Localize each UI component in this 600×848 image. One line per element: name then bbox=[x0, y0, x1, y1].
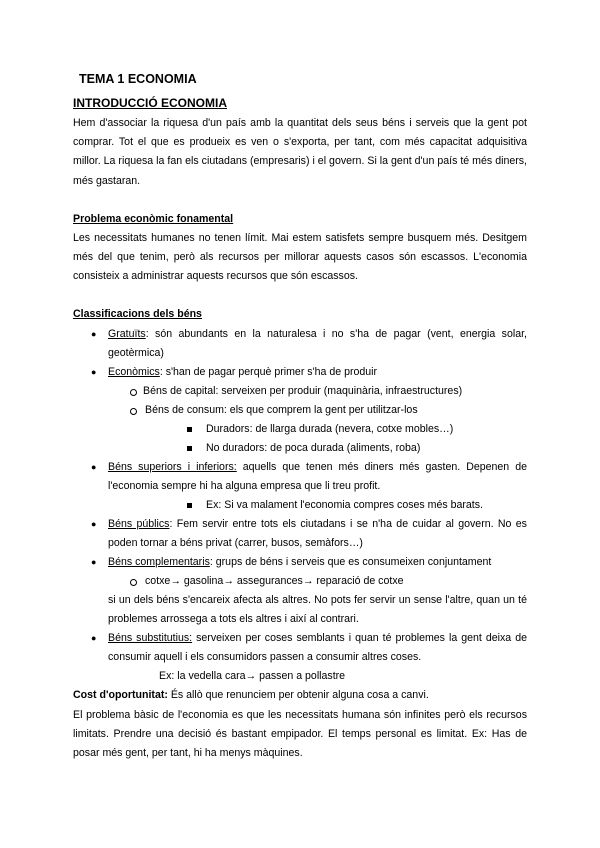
square-bullet-icon bbox=[187, 427, 192, 432]
circle-bullet-icon bbox=[130, 408, 137, 415]
list-item-no-duradors: No duradors: de poca durada (aliments, roba) bbox=[206, 442, 421, 454]
substitutius-example: Ex: la vedella cara→ passen a pollastre bbox=[159, 670, 346, 682]
list-item-consum: Béns de consum: els que comprem la gent per utilitzar-los bbox=[145, 404, 418, 416]
intro-paragraph: Hem d'associar la riquesa d'un país amb la quantitat dels seus béns i serveis que la gent pot comprar. Tot el que es produeix es ven o s'exporta, per tant, com més capacitat adquisitiva millor. La riquesa la fan els ciutadans (empresaris) i el govern. Si la gent d'un país té més diners, més gastaran. bbox=[73, 117, 527, 187]
intro-heading: INTRODUCCIÓ ECONOMIA bbox=[73, 96, 227, 110]
bullet-icon: ● bbox=[91, 462, 97, 472]
list-item-economics bbox=[108, 363, 527, 382]
circle-bullet-icon bbox=[130, 579, 137, 586]
bullet-icon: ● bbox=[91, 367, 97, 377]
list-item-gratuits bbox=[108, 325, 527, 363]
complementaris-chain: cotxe→ gasolina→ assegurances→ reparació de cotxe bbox=[145, 575, 404, 587]
square-bullet-icon bbox=[187, 503, 192, 508]
cost-text: És allò que renunciem per obtenir alguna cosa a canvi. bbox=[167, 689, 429, 701]
document-title: TEMA 1 ECONOMIA bbox=[79, 72, 197, 86]
list-item-complementaris bbox=[108, 553, 527, 572]
list-item-publics bbox=[108, 515, 527, 553]
circle-bullet-icon bbox=[130, 389, 137, 396]
economics-text: : s'han de pagar perquè primer s'ha de produir bbox=[159, 366, 378, 378]
superiors-example: Ex: Si va malament l'economia compres coses més barats. bbox=[206, 499, 483, 511]
classificacions-heading: Classificacions dels béns bbox=[73, 308, 202, 320]
superiors-text: aquells que tenen més diners més gasten. Depenen de l'economia sempre hi ha alguna empresa que li treu profit. bbox=[108, 461, 527, 492]
bullet-icon: ● bbox=[91, 633, 97, 643]
publics-text: : Fem servir entre tots els ciutadans i se n'ha de cuidar al govern. No es poden tornar a béns privat (carrer, busos, semàfors…) bbox=[108, 518, 527, 549]
square-bullet-icon bbox=[187, 446, 192, 451]
substitutius-term: Béns substitutius: bbox=[108, 632, 193, 644]
bullet-icon: ● bbox=[91, 557, 97, 567]
list-item-superiors bbox=[108, 458, 527, 496]
substitutius-text: serveixen per coses semblants i quan té problemes la gent deixa de consumir aquell i els consumidors passen a consumir altres coses. bbox=[108, 632, 527, 663]
gratuits-term: Gratuïts bbox=[108, 328, 146, 340]
complementaris-after: si un dels béns s'encareix afecta als altres. No pots fer servir un sense l'altre, quan un té problemes arrossega a tots els altres i així al contrari. bbox=[108, 594, 527, 625]
cost-paragraph: El problema bàsic de l'economia es que les necessitats humana són infinites però els recursos limitats. Prendre una decisió és bastant empipador. El temps personal es limitat. Ex: Has de posar més gent, per tant, hi ha menys màquines. bbox=[73, 709, 527, 759]
complementaris-text: : grups de béns i serveis que es consumeixen conjuntament bbox=[209, 556, 492, 568]
superiors-term: Béns superiors i inferiors: bbox=[108, 461, 237, 473]
list-item-capital: Béns de capital: serveixen per produir (maquinària, infraestructures) bbox=[143, 385, 463, 397]
complementaris-term: Béns complementaris bbox=[108, 556, 210, 568]
publics-term: Béns públics bbox=[108, 518, 170, 530]
list-item-duradors: Duradors: de llarga durada (nevera, cotxe mobles…) bbox=[206, 423, 454, 435]
gratuits-text: : són abundants en la naturalesa i no s'ha de pagar (vent, energia solar, geotèrmica) bbox=[108, 328, 527, 359]
problema-paragraph: Les necessitats humanes no tenen límit. Mai estem satisfets sempre busquem més. Desitgem més del que tenim, però als recursos per millorar aquests casos són escassos. L'economia consisteix a administrar aquests recursos que són escassos. bbox=[73, 232, 527, 283]
bullet-icon: ● bbox=[91, 519, 97, 529]
list-item-substitutius bbox=[108, 629, 527, 667]
bullet-icon: ● bbox=[91, 329, 97, 339]
economics-term: Econòmics bbox=[108, 366, 160, 378]
cost-line bbox=[73, 686, 429, 705]
problema-heading: Problema econòmic fonamental bbox=[73, 213, 234, 225]
cost-term: Cost d'oportunitat: bbox=[73, 689, 168, 701]
